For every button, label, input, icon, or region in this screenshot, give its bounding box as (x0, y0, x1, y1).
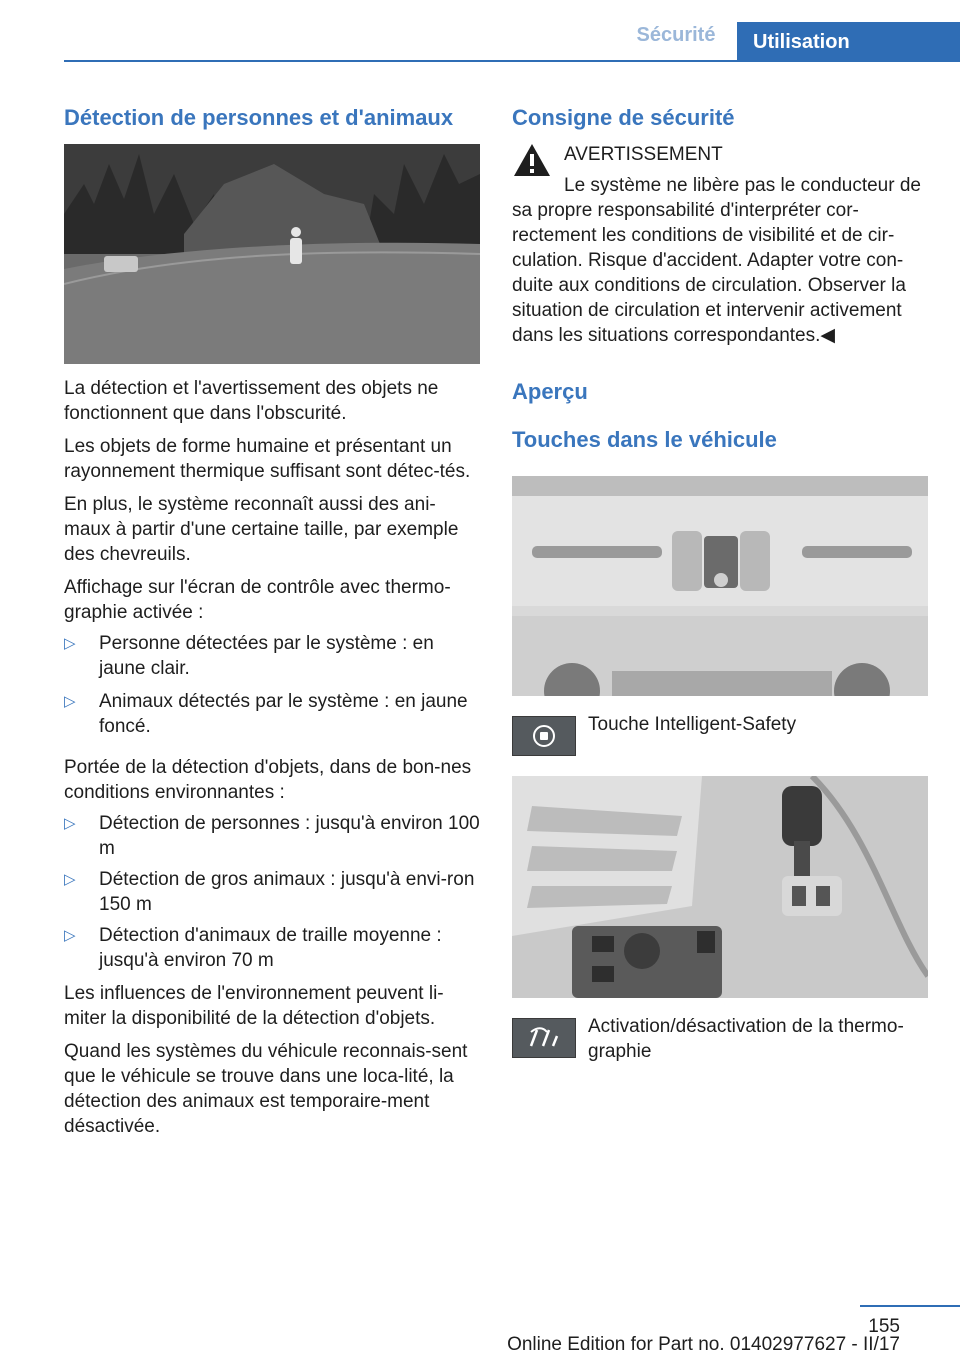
dashboard-illustration (512, 476, 928, 696)
warning-text: Le système ne libère pas le conducteur de sa propre responsabilité d'interpréter cor‐rectement les conditions de visibilité et de cir‐culation. Risque d'accident. Adapter votre con‐duite aux conditions de circulation. Observer la situation de circulation et intervenir activement dans les situations correspondantes.◀ (512, 175, 921, 346)
section-heading-overview: Aperçu (512, 379, 588, 404)
night-vision-image (64, 144, 480, 364)
paragraph-display: Affichage sur l'écran de contrôle avec thermo‐graphie activée : (64, 577, 451, 623)
paragraph-influences: Les influences de l'environnement peuvent li‐miter la disponibilité de la détection d'objets. (64, 983, 444, 1029)
intelligent-safety-key-icon (512, 716, 576, 756)
list-item (64, 811, 480, 861)
header-rule (64, 60, 960, 62)
key-label-intelligent-safety: Touche Intelligent-Safety (588, 714, 797, 735)
night-vision-icon (513, 1019, 575, 1057)
page-number: 155 (868, 1316, 900, 1337)
section-heading-safety: Consigne de sécurité (512, 105, 735, 130)
triangle-bullet-icon: ▷ (64, 693, 76, 710)
list-item (64, 689, 480, 739)
section-heading-detection: Détection de personnes et d'animaux (64, 105, 454, 130)
triangle-bullet-icon: ▷ (64, 871, 76, 888)
list-item-text: Animaux détectés par le système : en jaune foncé. (99, 691, 468, 737)
paragraph-animals: En plus, le système reconnaît aussi des ani‐maux à partir d'une certaine taille, par exemple des chevreuils. (64, 494, 459, 565)
section-heading-buttons: Touches dans le véhicule (512, 427, 777, 452)
tab-utilisation-label: Utilisation (753, 31, 850, 53)
warning-title: AVERTISSEMENT (564, 144, 723, 165)
list-item-text: Détection d'animaux de traille moyenne : jusqu'à environ 70 m (99, 925, 442, 971)
triangle-bullet-icon: ▷ (64, 927, 76, 944)
warning-triangle-icon (512, 142, 552, 178)
paragraph-deactivated: Quand les systèmes du véhicule reconnais‐sent que le véhicule se trouve dans une loca‐lité, la détection des animaux est temporaire‐ment désactivée. (64, 1041, 468, 1137)
footer-rule (860, 1305, 960, 1307)
thermography-key-icon (512, 1018, 576, 1058)
tab-utilisation[interactable] (737, 22, 960, 62)
key-label-thermography: Activation/désactivation de la thermo‐graphie (588, 1016, 904, 1062)
page-header (0, 0, 960, 62)
night-vision-illustration (64, 144, 480, 364)
thermography-switch-image (512, 776, 928, 998)
left-column (64, 104, 480, 1139)
paragraph-darkness: La détection et l'avertissement des objets ne fonctionnent que dans l'obscurité. (64, 378, 439, 424)
light-switch-illustration (512, 776, 928, 998)
list-item-text: Personne détectées par le système : en jaune clair. (99, 633, 434, 679)
paragraph-range-intro: Portée de la détection d'objets, dans de bon‐nes conditions environnantes : (64, 757, 472, 803)
triangle-bullet-icon: ▷ (64, 635, 76, 652)
display-color-list (64, 631, 480, 739)
list-item-text: Détection de personnes : jusqu'à environ 100 m (99, 813, 480, 859)
paragraph-human-shapes: Les objets de forme humaine et présentant un rayonnement thermique suffisant sont détec‐tés. (64, 436, 471, 482)
tab-securite[interactable]: Sécurité (636, 24, 716, 46)
list-item-text: Détection de gros animaux : jusqu'à envi‐ron 150 m (99, 869, 475, 915)
right-column (512, 104, 928, 1062)
key-row-thermography (512, 1018, 928, 1062)
warning-block (512, 142, 928, 348)
list-item (64, 631, 480, 681)
dashboard-button-image (512, 476, 928, 696)
edition-note: Online Edition for Part no. 01402977627 - II/17 (507, 1334, 900, 1355)
key-row-intelligent-safety (512, 716, 928, 760)
list-item (64, 867, 480, 917)
detection-range-list (64, 811, 480, 973)
shield-lock-icon (513, 717, 575, 755)
triangle-bullet-icon: ▷ (64, 815, 76, 832)
list-item (64, 923, 480, 973)
